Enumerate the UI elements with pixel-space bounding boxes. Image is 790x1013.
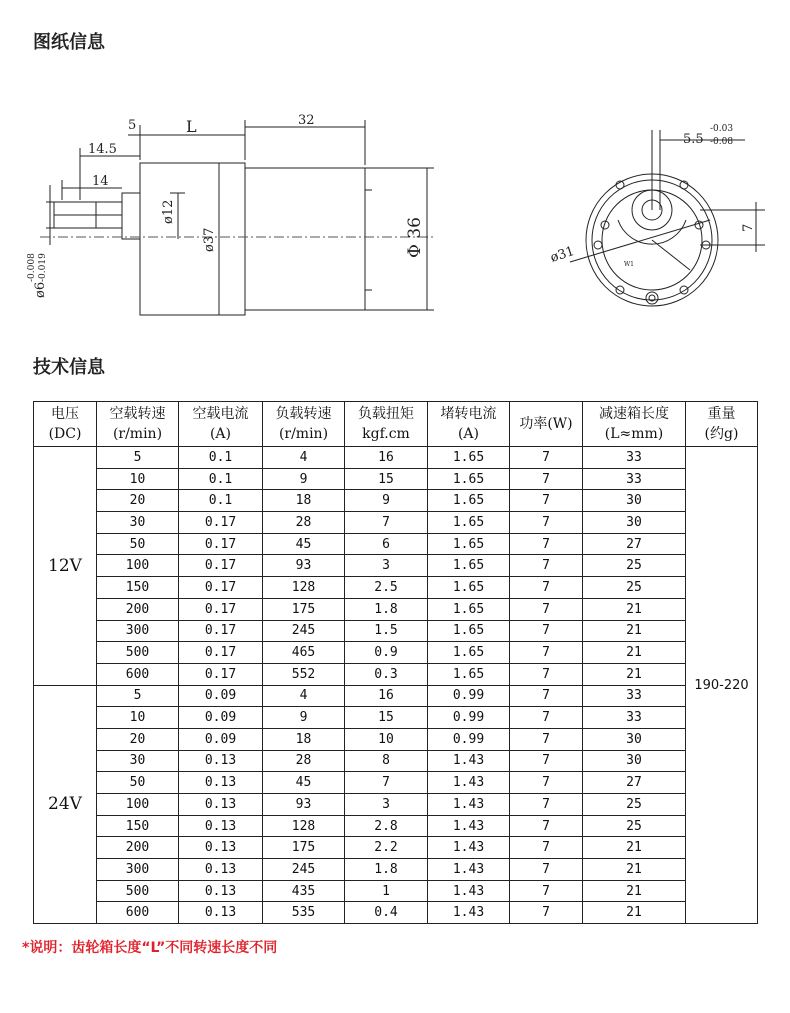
table-cell: 300 — [97, 859, 179, 881]
table-cell: 21 — [583, 859, 686, 881]
table-cell: 7 — [510, 598, 583, 620]
spec-table — [33, 401, 758, 924]
table-cell: 7 — [345, 772, 428, 794]
table-cell: 0.3 — [345, 663, 428, 685]
table-row — [34, 880, 758, 902]
dim-37: ø37 — [202, 227, 217, 252]
table-cell: 93 — [263, 794, 345, 816]
header-voltage: 电压 (DC) — [34, 402, 97, 447]
table-cell: 0.17 — [179, 512, 263, 534]
table-cell: 1 — [345, 880, 428, 902]
table-cell: 7 — [510, 728, 583, 750]
table-cell: 5 — [97, 685, 179, 707]
table-cell: 0.99 — [428, 707, 510, 729]
table-cell: 500 — [97, 642, 179, 664]
table-cell: 18 — [263, 728, 345, 750]
header-stall-current: 堵转电流 (A) — [428, 402, 510, 447]
dim-5: 5 — [128, 118, 137, 133]
table-cell: 9 — [263, 707, 345, 729]
table-cell: 1.8 — [345, 859, 428, 881]
table-cell: 200 — [97, 837, 179, 859]
table-cell: 30 — [583, 512, 686, 534]
table-cell: 18 — [263, 490, 345, 512]
table-cell: 9 — [263, 468, 345, 490]
table-cell: 3 — [345, 555, 428, 577]
table-cell: 200 — [97, 598, 179, 620]
table-cell: 0.4 — [345, 902, 428, 924]
table-cell: 45 — [263, 772, 345, 794]
table-cell: 25 — [583, 815, 686, 837]
table-cell: 21 — [583, 620, 686, 642]
table-cell: 30 — [583, 728, 686, 750]
header-no-load-current: 空载电流 (A) — [179, 402, 263, 447]
voltage-cell: 24V — [34, 685, 97, 924]
table-cell: 0.13 — [179, 880, 263, 902]
table-cell: 1.43 — [428, 859, 510, 881]
table-cell: 10 — [97, 468, 179, 490]
dim-w1: W1 — [624, 261, 634, 268]
table-cell: 50 — [97, 533, 179, 555]
table-cell: 7 — [510, 468, 583, 490]
table-cell: 4 — [263, 685, 345, 707]
table-cell: 128 — [263, 577, 345, 599]
table-cell: 1.65 — [428, 490, 510, 512]
table-cell: 128 — [263, 815, 345, 837]
dim-36: Φ 36 — [405, 217, 425, 258]
table-cell: 245 — [263, 859, 345, 881]
table-row — [34, 707, 758, 729]
table-cell: 21 — [583, 642, 686, 664]
table-cell: 7 — [510, 620, 583, 642]
dim-shaft-dia: ø6 — [33, 281, 48, 298]
table-cell: 600 — [97, 663, 179, 685]
table-cell: 0.13 — [179, 815, 263, 837]
tech-section-title: 技术信息 — [33, 357, 105, 378]
table-cell: 0.17 — [179, 598, 263, 620]
table-row — [34, 447, 758, 469]
table-cell: 0.13 — [179, 794, 263, 816]
table-cell: 0.17 — [179, 533, 263, 555]
header-no-load-speed: 空载转速 (r/min) — [97, 402, 179, 447]
table-cell: 0.1 — [179, 447, 263, 469]
table-cell: 150 — [97, 577, 179, 599]
table-cell: 7 — [510, 772, 583, 794]
table-cell: 1.65 — [428, 468, 510, 490]
table-cell: 0.17 — [179, 577, 263, 599]
table-row — [34, 685, 758, 707]
table-row — [34, 512, 758, 534]
table-cell: 7 — [510, 533, 583, 555]
dim-32: 32 — [298, 113, 315, 128]
table-cell: 0.17 — [179, 642, 263, 664]
table-cell: 9 — [345, 490, 428, 512]
dim-L: L — [186, 117, 197, 136]
header-gearbox-length: 减速箱长度 (L≈mm) — [583, 402, 686, 447]
table-cell: 93 — [263, 555, 345, 577]
table-cell: 0.13 — [179, 859, 263, 881]
dim-14-5: 14.5 — [88, 142, 117, 157]
dim-14: 14 — [92, 174, 109, 189]
table-cell: 435 — [263, 880, 345, 902]
drawing-section-title: 图纸信息 — [33, 32, 105, 53]
table-cell: 0.17 — [179, 663, 263, 685]
table-row — [34, 620, 758, 642]
header-weight: 重量 (约g) — [686, 402, 758, 447]
shaft-collar — [122, 193, 140, 239]
table-row — [34, 577, 758, 599]
table-row — [34, 555, 758, 577]
table-cell: 1.65 — [428, 512, 510, 534]
table-cell: 16 — [345, 685, 428, 707]
table-cell: 45 — [263, 533, 345, 555]
table-cell: 21 — [583, 598, 686, 620]
table-cell: 7 — [510, 577, 583, 599]
table-cell: 1.65 — [428, 447, 510, 469]
table-cell: 33 — [583, 707, 686, 729]
table-cell: 1.8 — [345, 598, 428, 620]
table-row — [34, 772, 758, 794]
table-cell: 3 — [345, 794, 428, 816]
table-cell: 500 — [97, 880, 179, 902]
table-cell: 1.65 — [428, 555, 510, 577]
table-cell: 7 — [510, 512, 583, 534]
table-cell: 7 — [510, 642, 583, 664]
table-cell: 1.65 — [428, 598, 510, 620]
table-row — [34, 642, 758, 664]
dim-flat-tol-lower: -0.08 — [710, 137, 734, 147]
table-cell: 1.43 — [428, 750, 510, 772]
table-cell: 30 — [97, 512, 179, 534]
table-row — [34, 728, 758, 750]
table-cell: 2.5 — [345, 577, 428, 599]
table-cell: 1.65 — [428, 642, 510, 664]
table-row — [34, 533, 758, 555]
table-cell: 300 — [97, 620, 179, 642]
table-cell: 15 — [345, 468, 428, 490]
table-cell: 21 — [583, 663, 686, 685]
table-cell: 7 — [510, 837, 583, 859]
motor-body — [245, 168, 365, 310]
table-cell: 0.13 — [179, 750, 263, 772]
table-row — [34, 490, 758, 512]
dim-7: 7 — [741, 223, 756, 232]
table-cell: 1.43 — [428, 815, 510, 837]
table-cell: 0.09 — [179, 707, 263, 729]
table-cell: 20 — [97, 490, 179, 512]
table-cell: 2.2 — [345, 837, 428, 859]
table-cell: 7 — [510, 815, 583, 837]
table-cell: 50 — [97, 772, 179, 794]
table-cell: 0.09 — [179, 728, 263, 750]
table-cell: 7 — [510, 880, 583, 902]
table-cell: 30 — [583, 750, 686, 772]
table-cell: 1.43 — [428, 837, 510, 859]
table-cell: 245 — [263, 620, 345, 642]
dim-shaft-tol-upper: -0.008 — [27, 253, 37, 282]
table-cell: 28 — [263, 750, 345, 772]
table-cell: 0.99 — [428, 685, 510, 707]
table-cell: 7 — [510, 750, 583, 772]
weight-cell: 190-220 — [686, 447, 758, 924]
header-power: 功率(W) — [510, 402, 583, 447]
table-cell: 25 — [583, 577, 686, 599]
table-cell: 5 — [97, 447, 179, 469]
table-cell: 28 — [263, 512, 345, 534]
table-row — [34, 902, 758, 924]
table-cell: 7 — [510, 707, 583, 729]
table-cell: 1.65 — [428, 663, 510, 685]
table-row — [34, 468, 758, 490]
table-cell: 16 — [345, 447, 428, 469]
table-cell: 2.8 — [345, 815, 428, 837]
table-cell: 1.65 — [428, 577, 510, 599]
table-cell: 0.13 — [179, 772, 263, 794]
table-row — [34, 837, 758, 859]
table-row — [34, 598, 758, 620]
table-cell: 8 — [345, 750, 428, 772]
table-cell: 0.1 — [179, 468, 263, 490]
dim-shaft-tol-lower: -0.019 — [38, 253, 48, 282]
table-cell: 1.65 — [428, 620, 510, 642]
table-cell: 33 — [583, 468, 686, 490]
motor-technical-drawing — [0, 100, 790, 330]
table-cell: 21 — [583, 880, 686, 902]
table-row — [34, 859, 758, 881]
header-load-speed: 负载转速 (r/min) — [263, 402, 345, 447]
table-cell: 25 — [583, 555, 686, 577]
table-row — [34, 750, 758, 772]
table-cell: 150 — [97, 815, 179, 837]
table-cell: 27 — [583, 533, 686, 555]
table-cell: 15 — [345, 707, 428, 729]
length-note: *说明：齿轮箱长度“L”不同转速长度不同 — [22, 940, 278, 956]
table-cell: 1.43 — [428, 772, 510, 794]
voltage-cell: 12V — [34, 447, 97, 686]
table-row — [34, 815, 758, 837]
table-cell: 100 — [97, 794, 179, 816]
table-cell: 30 — [97, 750, 179, 772]
table-cell: 7 — [510, 685, 583, 707]
table-cell: 465 — [263, 642, 345, 664]
table-cell: 0.13 — [179, 902, 263, 924]
table-cell: 0.17 — [179, 620, 263, 642]
table-cell: 0.09 — [179, 685, 263, 707]
table-cell: 7 — [510, 447, 583, 469]
table-cell: 600 — [97, 902, 179, 924]
table-cell: 1.43 — [428, 794, 510, 816]
table-cell: 7 — [510, 555, 583, 577]
table-cell: 175 — [263, 598, 345, 620]
table-cell: 1.43 — [428, 880, 510, 902]
table-cell: 6 — [345, 533, 428, 555]
table-cell: 0.1 — [179, 490, 263, 512]
table-cell: 7 — [510, 859, 583, 881]
table-cell: 1.5 — [345, 620, 428, 642]
table-cell: 7 — [510, 902, 583, 924]
table-cell: 33 — [583, 685, 686, 707]
dim-flat-tol-upper: -0.03 — [710, 124, 734, 134]
table-cell: 20 — [97, 728, 179, 750]
table-cell: 25 — [583, 794, 686, 816]
dim-12: ø12 — [161, 199, 176, 224]
table-cell: 0.9 — [345, 642, 428, 664]
table-cell: 0.99 — [428, 728, 510, 750]
table-cell: 7 — [510, 663, 583, 685]
table-cell: 552 — [263, 663, 345, 685]
table-cell: 7 — [345, 512, 428, 534]
table-cell: 27 — [583, 772, 686, 794]
table-cell: 33 — [583, 447, 686, 469]
header-load-torque: 负载扭矩 kgf.cm — [345, 402, 428, 447]
table-cell: 100 — [97, 555, 179, 577]
table-cell: 10 — [97, 707, 179, 729]
gearbox-body — [140, 163, 245, 315]
table-cell: 30 — [583, 490, 686, 512]
table-cell: 7 — [510, 490, 583, 512]
table-row — [34, 794, 758, 816]
table-cell: 175 — [263, 837, 345, 859]
dim-flat: 5.5 — [683, 132, 704, 147]
table-row — [34, 663, 758, 685]
table-cell: 0.17 — [179, 555, 263, 577]
table-cell: 4 — [263, 447, 345, 469]
table-cell: 10 — [345, 728, 428, 750]
table-cell: 7 — [510, 794, 583, 816]
table-cell: 0.13 — [179, 837, 263, 859]
table-cell: 21 — [583, 902, 686, 924]
header-row — [34, 402, 758, 447]
table-cell: 1.43 — [428, 902, 510, 924]
table-cell: 1.65 — [428, 533, 510, 555]
table-cell: 535 — [263, 902, 345, 924]
dim-31: ø31 — [548, 244, 577, 266]
table-cell: 21 — [583, 837, 686, 859]
